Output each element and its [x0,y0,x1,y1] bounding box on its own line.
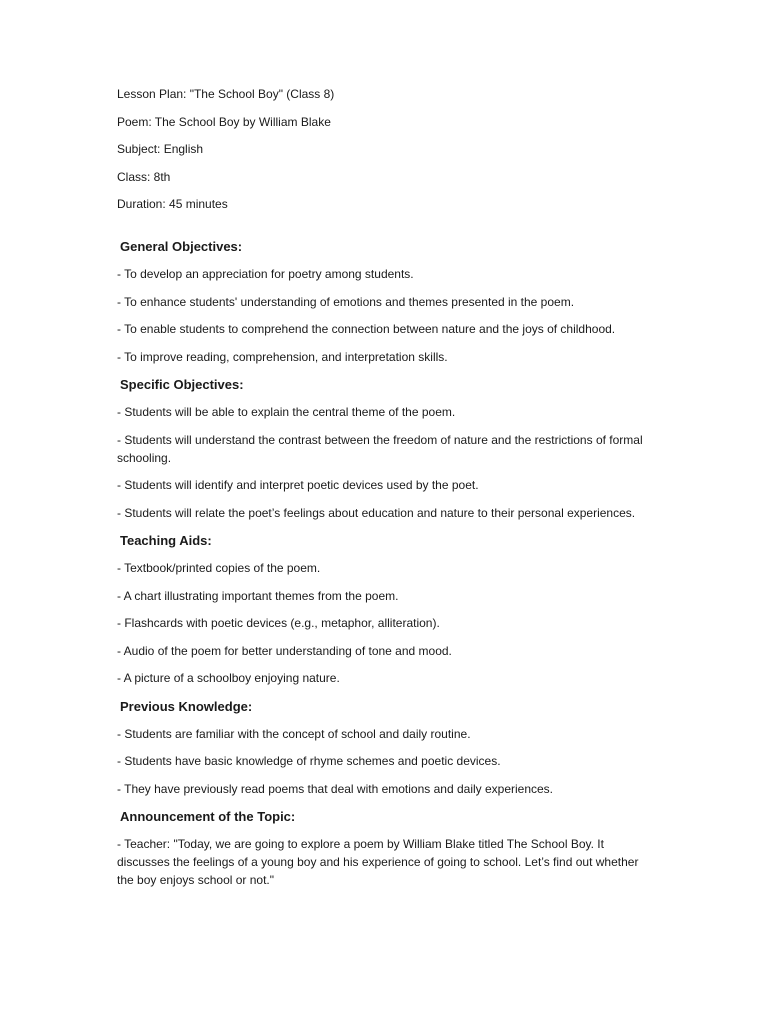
list-item: - Students will relate the poet’s feelings about education and nature to their personal experiences. [117,505,636,520]
list-item: - To develop an appreciation for poetry among students. [117,267,414,281]
section-heading: General Objectives: [120,239,243,254]
section-teaching-aids [117,531,657,687]
list-item: - Students will identify and interpret poetic devices used by the poet. [117,478,479,492]
list-item: - To enable students to comprehend the connection between nature and the joys of childhood. [117,322,616,336]
list-item: - Flashcards with poetic devices (e.g., metaphor, alliteration). [117,616,440,630]
list-item: - Students have basic knowledge of rhyme schemes and poetic devices. [117,754,501,768]
duration-line: Duration: 45 minutes [117,197,228,211]
class-line: Class: 8th [117,169,171,184]
lesson-title: Lesson Plan: "The School Boy" (Class 8) [117,87,335,101]
list-item: - A picture of a schoolboy enjoying nature. [117,671,340,685]
section-specific-objectives [117,375,657,522]
section-heading: Previous Knowledge: [120,698,253,714]
list-item: - Textbook/printed copies of the poem. [117,561,321,575]
list-item: - A chart illustrating important themes from the poem. [117,588,399,603]
list-item: - Teacher: "Today, we are going to explore a poem by William Blake titled The School Boy. It discusses the feelings of a young boy and his experience of going to school. Let’s find out whether the boy enjoys school or not." [117,837,639,887]
subject-line: Subject: English [117,142,204,156]
list-item: - Students will understand the contrast between the freedom of nature and the restrictions of formal schooling. [117,432,643,465]
list-item: - Students will be able to explain the central theme of the poem. [117,405,456,419]
section-heading: Teaching Aids: [120,533,212,548]
list-item: - Audio of the poem for better understanding of tone and mood. [117,643,452,658]
section-previous-knowledge [117,697,657,798]
list-item: - They have previously read poems that deal with emotions and daily experiences. [117,781,554,796]
section-heading: Announcement of the Topic: [120,809,296,824]
section-announcement [117,807,657,889]
lesson-meta [117,85,657,213]
section-heading: Specific Objectives: [120,377,244,392]
list-item: - To enhance students' understanding of emotions and themes presented in the poem. [117,294,575,309]
document-page [117,85,657,899]
list-item: - To improve reading, comprehension, and interpretation skills. [117,349,448,364]
poem-line: Poem: The School Boy by William Blake [117,114,331,129]
list-item: - Students are familiar with the concept of school and daily routine. [117,726,471,741]
section-general-objectives [117,237,657,366]
